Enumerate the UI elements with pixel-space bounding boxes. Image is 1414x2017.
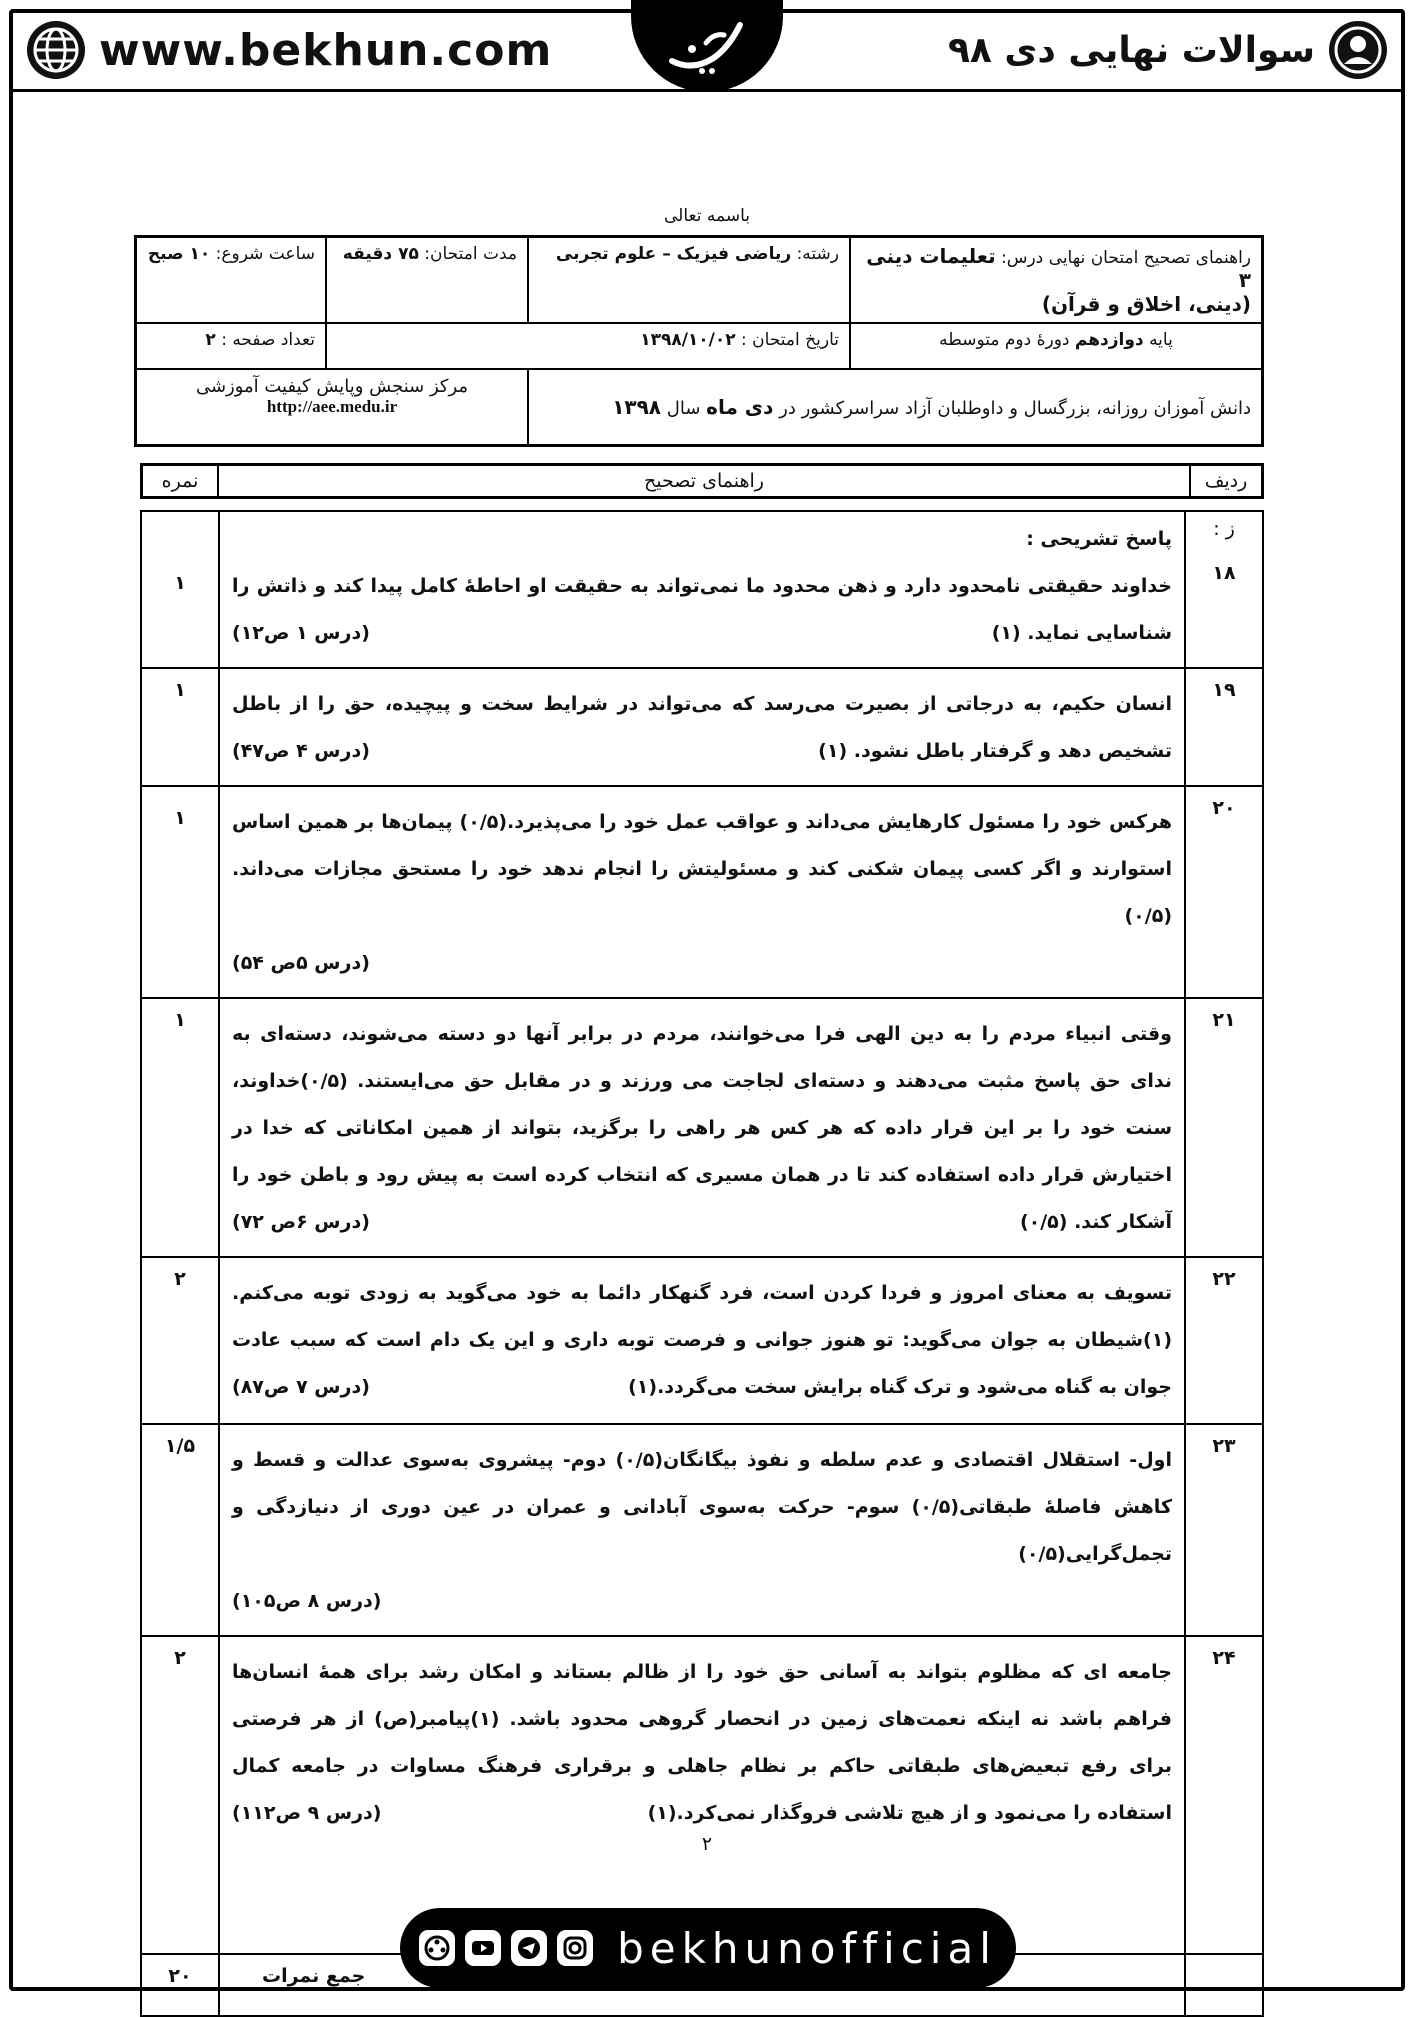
score-cell: ۲	[141, 1636, 219, 1954]
header-title-box	[948, 21, 1387, 79]
score-cell: ۱	[141, 668, 219, 786]
answers-table	[140, 510, 1264, 2017]
table-row	[141, 1636, 1263, 1954]
start-value: ۱۰ صبح	[147, 244, 211, 264]
answer-text: تسویف به معنای امروز و فردا کردن است، فرد گنهکار دائما به خود می‌گوید به زودی توبه می‌کنم.(۱)شیطان به جوان می‌گوید: تو هنوز جوانی و فرصت توبه داری و این یک دام است که سبب عادت جوان به گناه می‌شود و ترک گناه برایش سخت می‌گردد.(۱)	[232, 1282, 1172, 1398]
row-prefix: ز :	[1213, 518, 1235, 540]
answer-text: اول- استقلال اقتصادی و عدم سلطه و نفوذ بیگانگان(۰/۵) دوم- پیشروی به‌سوی عدالت و قسط و کاهش فاصلۀ طبقاتی(۰/۵) سوم- حرکت به‌سوی آبادانی و عمران در عین دوری از دنیازدگی و تجمل‌گرایی(۰/۵)	[232, 1449, 1173, 1565]
course-name: تعلیمات دینی ۳	[866, 244, 1251, 292]
pages-value: ۲	[205, 330, 216, 350]
column-header	[140, 463, 1264, 499]
row-number	[1185, 511, 1263, 668]
reel-icon[interactable]	[419, 1930, 455, 1966]
page-number: ۲	[701, 1833, 713, 1855]
score-column: نمره	[142, 465, 219, 498]
course-sub: (دینی، اخلاق و قرآن)	[1041, 292, 1251, 316]
table-row	[141, 998, 1263, 1257]
center-url[interactable]: http://aee.medu.ir	[266, 397, 398, 416]
score-cell: ۱	[141, 511, 219, 668]
grade-cell	[850, 323, 1263, 369]
students-cell	[528, 369, 1263, 445]
lesson-ref: (درس ۷ ص۸۷)	[232, 1376, 370, 1398]
score-cell: ۱	[141, 786, 219, 998]
page-title: سوالات نهایی دی ۹۸	[947, 29, 1315, 71]
guide-column: راهنمای تصحیح	[218, 465, 1190, 498]
globe-icon	[27, 21, 85, 79]
row-number: ۲۱	[1185, 998, 1263, 1257]
table-row	[141, 1424, 1263, 1636]
table-row	[141, 786, 1263, 998]
grade-prefix: پایه	[1149, 330, 1173, 350]
year-label: سال	[666, 397, 701, 419]
answer-text: هرکس خود را مسئول کارهایش می‌داند و عواقب عمل خود را می‌پذیرد.(۰/۵) پیمان‌ها بر همین اساس استوارند و اگر کسی پیمان شکنی کند و مسئولیتش را انجام ندهد خود را مستحق مجازات می‌داند.(۰/۵)	[232, 811, 1173, 927]
grade-value: دوازدهم	[1074, 330, 1144, 350]
answer-cell	[219, 1424, 1185, 1636]
duration-value: ۷۵ دقیقه	[342, 244, 419, 264]
row-number: ۱۹	[1185, 668, 1263, 786]
site-link[interactable]	[27, 21, 552, 79]
students-text: دانش آموزان روزانه، بزرگسال و داوطلبان آزاد سراسرکشور در	[779, 397, 1251, 419]
lesson-ref: (درس ۱ ص۱۲)	[232, 622, 370, 644]
date-value: ۱۳۹۸/۱۰/۰۲	[640, 330, 736, 350]
answer-cell	[219, 668, 1185, 786]
lesson-ref: (درس ۵ص ۵۴)	[232, 952, 370, 974]
user-icon	[1329, 21, 1387, 79]
row-number: ۲۰	[1185, 786, 1263, 998]
total-score: ۲۰	[141, 1954, 219, 2016]
youtube-icon[interactable]	[465, 1930, 501, 1966]
pages-label: تعداد صفحه :	[221, 330, 315, 350]
exam-info-table	[134, 235, 1264, 447]
date-cell	[326, 323, 850, 369]
field-cell	[528, 237, 850, 324]
social-handle[interactable]: bekhunofficial	[617, 1923, 997, 1973]
score-cell: ۱	[141, 998, 219, 1257]
duration-label: مدت امتحان:	[424, 244, 517, 264]
basmala: باسمه تعالی	[664, 206, 750, 226]
grade-suffix: دورۀ دوم متوسطه	[939, 330, 1070, 350]
row-number: ۲۳	[1185, 1424, 1263, 1636]
start-label: ساعت شروع:	[215, 244, 315, 264]
score-cell: ۱/۵	[141, 1424, 219, 1636]
answer-cell	[219, 1636, 1185, 1954]
center-name: مرکز سنجش وپایش کیفیت آموزشی	[195, 376, 469, 397]
row-number: ۲۴	[1185, 1636, 1263, 1954]
answer-text: انسان حکیم، به درجاتی از بصیرت می‌رسد که می‌تواند در شرایط سخت و پیچیده، حق را از باطل تشخیص دهد و گرفتار باطل نشود. (۱)	[232, 693, 1172, 762]
logo-mark	[659, 11, 755, 81]
row-number-value: ۱۸	[1212, 562, 1236, 584]
field-value: ریاضی فیزیک – علوم تجربی	[555, 244, 792, 264]
course-cell	[850, 237, 1263, 324]
instagram-icon[interactable]	[557, 1930, 593, 1966]
lesson-ref: (درس ۸ ص۱۰۵)	[232, 1590, 382, 1612]
guide-label: راهنمای تصحیح امتحان نهایی درس:	[1000, 248, 1251, 268]
lesson-ref: (درس ۴ ص۴۷)	[232, 740, 370, 762]
score-cell: ۲	[141, 1257, 219, 1424]
site-url[interactable]: www.bekhun.com	[99, 24, 553, 76]
center-cell	[136, 369, 529, 445]
answer-text: جامعه ای که مظلوم بتواند به آسانی حق خود را از ظالم بستاند و امکان رشد برای همۀ انسان‌ها فراهم باشد نه اینکه نعمت‌های زمین در انحصار گروهی محدود باشد. (۱)پیامبر(ص) از هر فرصتی برای رفع تبعیض‌های طبقاتی حاکم بر نظام جاهلی و برقراری فرهنگ مساوات در جامعه کمال استفاده را می‌نمود و از هیچ تلاشی فروگذار نمی‌کرد.(۱)	[232, 1661, 1172, 1824]
answer-cell	[219, 998, 1185, 1257]
telegram-icon[interactable]	[511, 1930, 547, 1966]
total-label: جمع نمرات	[262, 1965, 366, 1987]
table-row	[141, 1257, 1263, 1424]
duration-cell	[326, 237, 528, 324]
answer-text: وقتی انبیاء مردم را به دین الهی فرا می‌خوانند، مردم در برابر آنها دو دسته می‌شوند، دسته‌ای به ندای حق پاسخ مثبت می‌دهند و دسته‌ای لجاجت می ورزند و در مقابل حق می‌ایستند. (۰/۵)خداوند، سنت خود را بر این قرار داده که هر کس هر راهی را برگزید، بتواند از همین امکاناتی که خدا در اختیارش قرار داده استفاده کند تا در همان مسیری که انتخاب کرده است به پیش رود و باطن خود را آشکار کند. (۰/۵)	[232, 1023, 1172, 1233]
answer-cell	[219, 511, 1185, 668]
field-label: رشته:	[796, 244, 839, 264]
social-bar	[400, 1908, 1016, 1988]
pages-cell	[136, 323, 327, 369]
table-row	[141, 511, 1263, 668]
date-label: تاریخ امتحان :	[741, 330, 839, 350]
year-value: ۱۳۹۸	[612, 394, 662, 419]
answer-cell	[219, 1257, 1185, 1424]
table-row	[141, 668, 1263, 786]
total-row-number	[1185, 1954, 1263, 2016]
row-number: ۲۲	[1185, 1257, 1263, 1424]
start-cell	[136, 237, 327, 324]
answer-text: خداوند حقیقتی نامحدود دارد و ذهن محدود ما نمی‌تواند به حقیقت او احاطۀ کامل پیدا کند و ذاتش را شناسایی نماید. (۱)	[232, 575, 1172, 644]
lesson-ref: (درس ۶ص ۷۲)	[232, 1211, 370, 1233]
answer-intro: پاسخ تشریحی :	[1026, 528, 1172, 550]
month-value: دی ماه	[706, 394, 774, 419]
lesson-ref: (درس ۹ ص۱۱۲)	[232, 1802, 382, 1824]
row-column: ردیف	[1190, 465, 1263, 498]
answer-cell	[219, 786, 1185, 998]
